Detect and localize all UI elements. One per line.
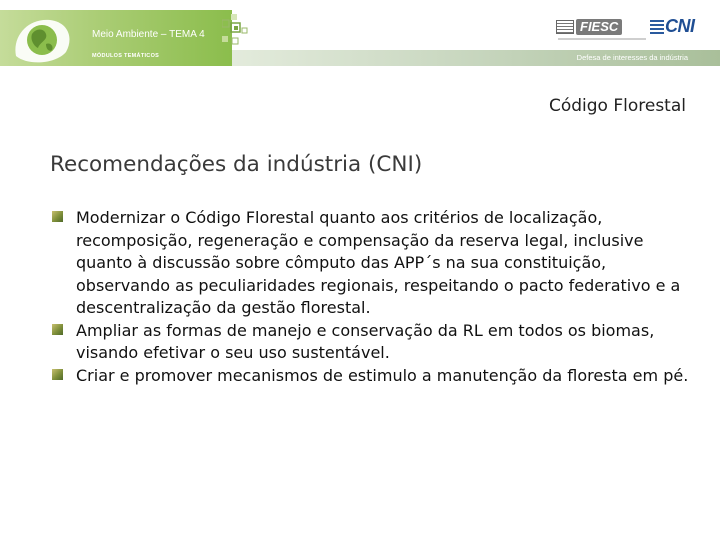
section-title: Código Florestal <box>548 96 686 116</box>
bullet-text: Modernizar o Código Florestal quanto aos critérios de localização, recomposição, regeneração e compensação da reserva legal, inclusive quanto à discussão sobre cômputo das APP´s na sua constituição, observando as peculiaridades regionais, respeitando o pacto federativo e a descentralização da gestão florestal. <box>76 208 681 317</box>
square-bullet-icon <box>52 369 63 380</box>
square-bullet-icon <box>52 211 63 222</box>
fiesc-mark-icon <box>556 20 574 34</box>
bullet-text: Ampliar as formas de manejo e conservação da RL em todos os biomas, visando efetivar o seu uso sustentável. <box>76 320 655 362</box>
slide-title: Recomendações da indústria (CNI) <box>50 152 423 177</box>
decorative-squares <box>222 14 252 54</box>
list-item <box>52 320 692 365</box>
header-title: Meio Ambiente – TEMA 4 <box>92 29 205 40</box>
tagline: Defesa de interesses da indústria <box>576 53 688 62</box>
bullet-list <box>52 207 692 387</box>
list-item <box>52 207 692 320</box>
fiesc-wordmark: FIESC <box>576 19 622 35</box>
square-bullet-icon <box>52 324 63 335</box>
header-subtitle: MÓDULOS TEMÁTICOS <box>92 53 160 59</box>
bullet-text: Criar e promover mecanismos de estimulo a manutenção da floresta em pé. <box>76 365 689 385</box>
header-banner <box>0 10 720 66</box>
cni-logo <box>650 16 695 37</box>
fiesc-logo <box>556 18 622 36</box>
fiesc-underline <box>558 38 646 40</box>
cni-mark-icon <box>650 20 664 34</box>
leaf-globe-logo <box>10 12 74 64</box>
list-item <box>52 365 692 388</box>
cni-wordmark: CNI <box>665 16 695 36</box>
